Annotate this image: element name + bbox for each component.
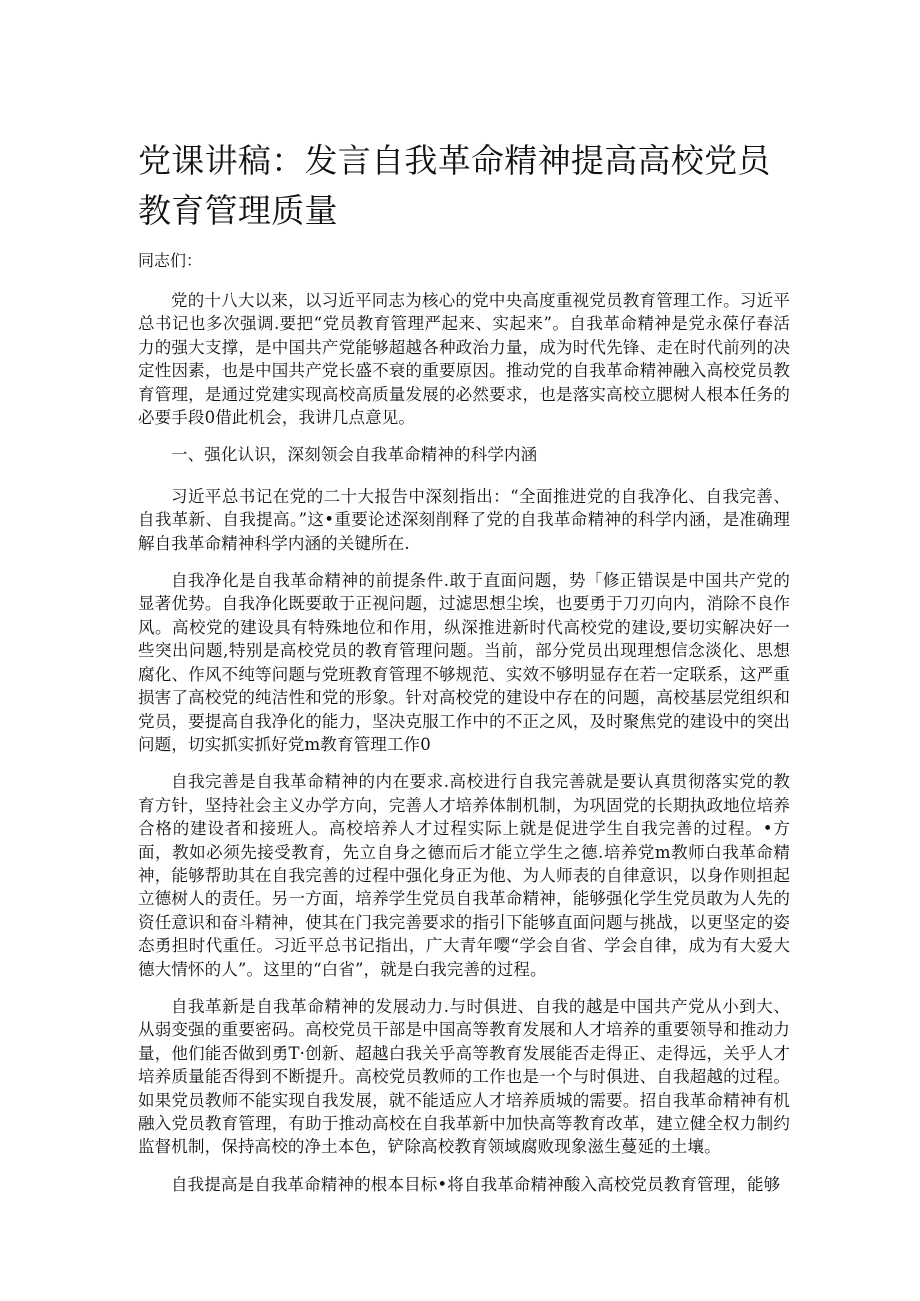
paragraph-self-improvement: 自我完善是自我革命精神的内在要求.高校进行自我完善就是要认真贯彻落实党的教育方针，坚持社会主义办学方向，完善人才培养体制机制，为巩固党的长期执政地位培养合格的建设者和接班人。高校培养人才过程实际上就是促进学生自我完善的过程。•方面，教如必须先接受教育，先立自身之德而后才能立学生之德.培养党m教师白我革命精神，能够帮助其在自我完善的过程中强化身正为他、为人师表的自律意识，以身作则担起立德树人的责任。另一方面，培养学生党员自我革命精神，能够强化学生党员敢为人先的资任意识和奋斗精神，使其在门我完善要求的指引下能够直面问题与挑战，以更坚定的姿态勇担时代重任。习近平总书记指出，广大青年嘤“学会自省、学会自律，成为有大爱大德大情怀的人”。这里的“白省”，就是白我完善的过程。 [138, 772, 790, 979]
paragraph-intro: 党的十八大以来，以习近平同志为核心的党中央高度重视党员教育管理工作。习近平总书记也多次强调.要把“党员教育管理严起来、实起来”。自我革命精神是党永葆仔春活力的强大支撑，是中国共产党能够超越各种政治力量，成为时代先锋、走在时代前列的决定性因素，也是中国共产党长盛不衰的重要原因。推动党的自我革命精神融入高校党员教育管理，是通过党建实现高校高质量发展的必然要求，也是落实高校立腮树人根本任务的必要手段0借此机会，我讲几点意见。 [138, 291, 790, 428]
paragraph-self-purification: 自我净化是自我革命精神的前提条件.敢于直面问题，势「修正错误是中国共产党的显著优势。自我净化既要敢于正视问题，过滤思想尘埃，也要勇于刀刃向内，消除不良作风。高校党的建设具有特殊地位和作用，纵深推进新时代高校党的建设,要切实解决好一些突出问题,特别是高校党员的教育管理问题。当前，部分党员出现理想信念淡化、思想腐化、作风不纯等问题与党班教育管理不够规范、实效不够明显存在若一定联系，这严重损害了高校党的纯洁性和党的形象。针对高校党的建设中存在的问题，高校基层党组织和党员，要提高自我净化的能力，坚决克服工作中的不正之风，及时聚焦党的建设中的突出问题，切实抓实抓好党m教育管理工作0 [138, 571, 790, 754]
section-heading-1: 一、强化认识，深刻领会自我革命精神的科学内涵 [171, 445, 538, 465]
document-body [138, 289, 790, 1210]
paragraph-self-enhancement: 自我提高是自我革命精神的根本目标•将自我革命精神酸入高校党员教育管理，能够 [171, 1174, 781, 1194]
document-title: 党课讲稿：发言自我革命精神提高高校党员教育管理质量 [138, 141, 771, 230]
salutation: 同志们： [138, 251, 203, 270]
paragraph-report-quote: 习近平总书记在党的二十大报告中深刻指出：“全面推进党的自我净化、自我完善、自我革新、自我提高。”这•重要论述深刻削释了党的自我革命精神的科学内涵，是准确理解自我革命精神科学内涵的关键所在. [138, 486, 790, 553]
paragraph-self-renewal: 自我革新是自我革命精神的发展动力.与时俱进、自我的越是中国共产党从小到大、从弱变强的重要密码。高校党员干部是中国高等教育发展和人才培养的重要领导和推动力量，他们能否做到勇T·创新、超越白我关乎高等教育发展能否走得正、走得远，关乎人才培养质量能否得到不断提升。高校党员教师的工作也是一个与时俱进、自我超越的过程。如果党员教师不能实现自我发展，就不能适应人才培养质城的需要。招自我革命精神有机融入党员教育管理，有助于推动高校在自我革新中加快高等教育改革，建立健全权力制约监督机制，保持高校的净土本色，铲除高校教育领域腐败现象滋生蔓延的土壤。 [138, 996, 790, 1157]
